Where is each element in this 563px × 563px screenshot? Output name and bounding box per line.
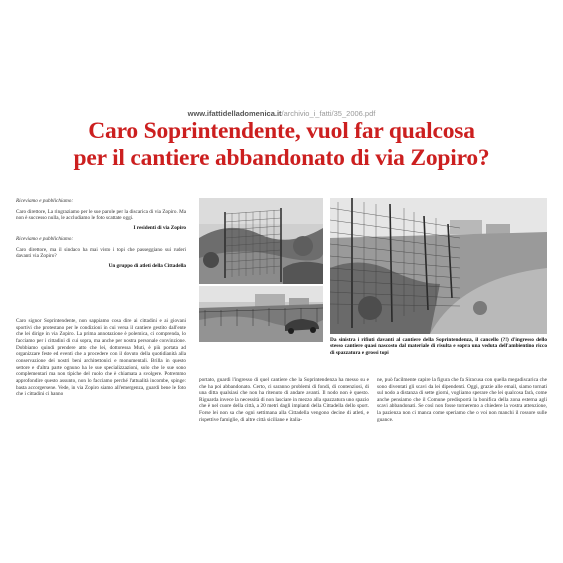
- letter-1-kicker: Riceviamo e pubblichiamo:: [16, 198, 74, 204]
- photo-veduta: [199, 286, 323, 342]
- source-url-domain: www.ifattidelladomenica.it: [187, 109, 282, 118]
- headline-line-1: Caro Soprintendente, vuol far qualcosa: [88, 118, 475, 144]
- letter-2-kicker: Riceviamo e pubblichiamo:: [16, 236, 74, 243]
- letters-column: [16, 198, 186, 272]
- article-column-2: portato, guardi l'ingresso di quel cantiere che la Soprintendenza ha messo su e che ha poi abbandonato. Certo, ci saranno problemi di fondi, di contenziosi, di una ditta qualsiasi che non ha ritenuto di andare avanti. Il nodo non è questo. Riguarda invece la necessità di non lasciare in mezzo alla spazzatura uno spazio che è nel cuore della città, a 20 metri dagli impianti della Cittadella dello sport. Forse lei non sa che ogni settimana alla Cittadella vengono decine di atleti, e rispettive famiglie, di altre città siciliane e italia-: [199, 377, 369, 423]
- article-column-3: ne, può facilmente capire la figura che fa Siracusa con quella megadiscarica che sono diventati gli scavi da lei dipendenti. Oggi, grazie alle email, siamo tornati sul nodo a distanza di sette giorni, vogliamo sperare che lei qualcosa farà, come anche pensiamo che il Comune predisporrà la bonifica della zona esterna agli scavi abbandonati. Se così non fosse torneremo a chiedere la vostra attenzione, la pazienza non ci manca come speriamo che o voi non manchi il rossore sulle guance.: [377, 377, 547, 423]
- photo-caption: Da sinistra i rifiuti davanti al cantiere della Soprintendenza, il cancello (?!) d'ingresso dello stesso cantiere quasi nascosto dal materiale di risulta e sopra una veduta dell'ambientino ricco di spazzatura e grossi topi: [330, 337, 547, 356]
- source-url-path: /archivio_i_fatti/35_2006.pdf: [281, 109, 376, 118]
- source-url: [0, 109, 563, 118]
- letter-1-signature: I residenti di via Zopiro: [133, 224, 186, 231]
- photo-cancello: [199, 198, 323, 284]
- article-column-1: Caro signor Soprintendente, non sappiamo cosa dire ai cittadini e ai giovani sportivi che protestano per le condizioni in cui versa il cantiere gestito dall'ente che lei dirige in via Zopiro. La prima annotazione è polemica, ci comprenda, lo facciamo per i cittadini di cui sopra, ma anche per nostra personale convinzione. Dobbiamo quindi prendere atto che lei, dottoressa Muti, è più portata ad organizzare feste ed eventi che a procedere con il dovuto della quotidianità alla conservazione dei nostri beni architettonici e monumentali. Brilla in questo settore e d'altra parte ognuno ha le sue specializzazioni, solo che le sue sono complementari ma non tipiche del ruolo che è chiamata a svolgere. Potremmo approfondire questo assunto, non lo facciamo perché l'attualità incombe, spinge: basta accorgersene. Vede, in via Zopiro siamo all'emergenza, guardi bene le foto che i cittadini ci hanno: [16, 318, 186, 398]
- headline-line-2: per il cantiere abbandonato di via Zopiro?: [73, 145, 490, 171]
- photo-recinzione: [330, 198, 547, 334]
- letter-1-body: Caro direttore, La ringraziamo per le sue parole per la discarica di via Zopiro. Ma non è successo nulla, le accludiamo le foto scattate oggi.: [16, 208, 186, 222]
- letter-2-body: Caro direttore, ma il sindaco ha mai visto i topi che passeggiano sui ruderi davanti via Zopiro?: [16, 246, 186, 260]
- letter-2-signature: Un gruppo di atleti della Cittadella: [108, 262, 186, 269]
